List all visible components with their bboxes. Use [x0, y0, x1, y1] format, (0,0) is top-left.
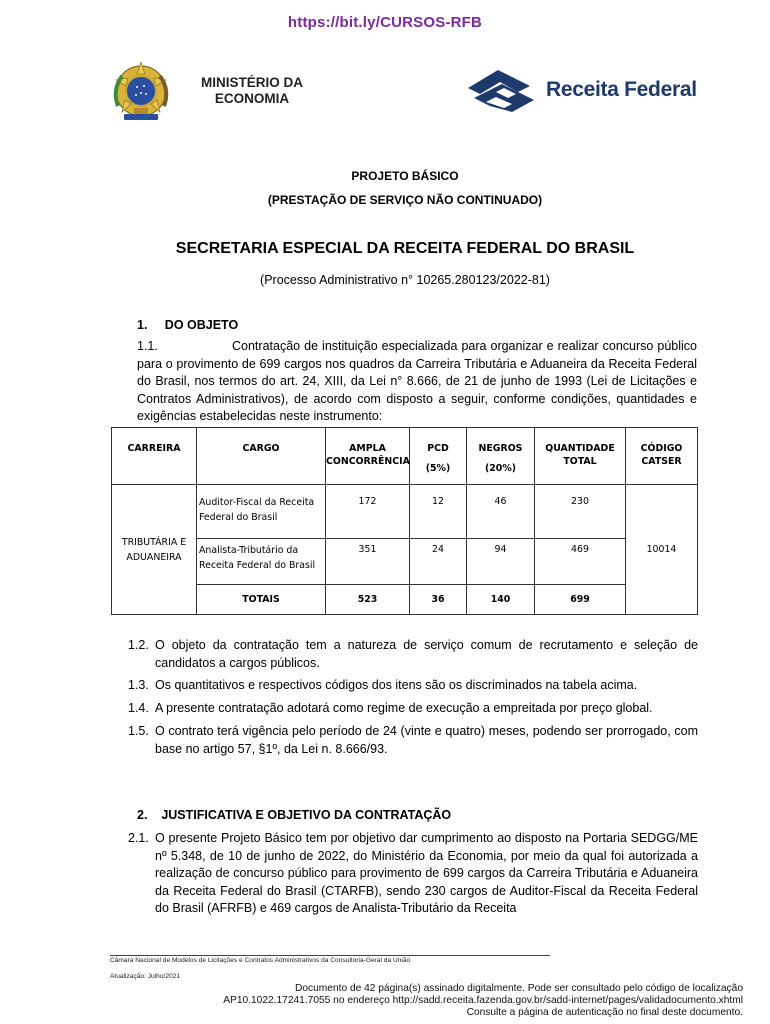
footnote-divider	[110, 955, 550, 956]
header-ampla: AMPLA CONCORRÊNCIA	[326, 428, 410, 485]
ampla-cell: 351	[326, 539, 410, 585]
codigo-cell: 10014	[626, 485, 698, 615]
totals-total: 699	[535, 585, 626, 615]
header-carreira: CARREIRA	[112, 428, 197, 485]
process-number: (Processo Administrativo n° 10265.280123/2022-81)	[260, 273, 550, 287]
total-cell: 469	[535, 539, 626, 585]
item-text: A presente contratação adotará como regime de execução a empreitada por preço global.	[155, 701, 653, 715]
header-negros	[467, 428, 535, 485]
cargo-cell: Auditor-Fiscal da Receita Federal do Brasil	[197, 485, 326, 539]
item-1-3	[128, 677, 698, 695]
item-text: O contrato terá vigência pelo período de 24 (vinte e quatro) meses, podendo ser prorrogado, com base no artigo 57, §1º, da Lei n. 8.666/93.	[155, 724, 698, 756]
objects-table	[111, 427, 698, 615]
header-pcd	[410, 428, 467, 485]
stamp-line-2: AP10.1022.17241.7055 no endereço http://sadd.receita.fazenda.gov.br/sadd-internet/pages/validadocumento.xhtml	[223, 994, 743, 1006]
digital-signature-stamp	[143, 983, 743, 1018]
table-row	[112, 539, 698, 585]
document-title: PROJETO BÁSICO	[351, 169, 459, 183]
header-negros-label: NEGROS	[478, 443, 523, 454]
carreira-cell: TRIBUTÁRIA E ADUANEIRA	[112, 485, 197, 615]
section-1-heading: 1. DO OBJETO	[137, 318, 239, 332]
document-subtitle: (PRESTAÇÃO DE SERVIÇO NÃO CONTINUADO)	[267, 193, 543, 207]
item-number: 1.4.	[128, 701, 149, 715]
totals-negros: 140	[467, 585, 535, 615]
ministry-line-2: ECONOMIA	[214, 91, 290, 106]
ministry-line-1: MINISTÉRIO DA	[200, 75, 303, 90]
ampla-cell: 172	[326, 485, 410, 539]
totals-pcd: 36	[410, 585, 467, 615]
item-number: 2.1.	[128, 831, 149, 845]
header-cargo: CARGO	[197, 428, 326, 485]
stamp-line-3: Consulte a página de autenticação no final deste documento.	[466, 1006, 743, 1018]
header-codigo: CÓDIGO CATSER	[626, 428, 698, 485]
top-link[interactable]: https://bit.ly/CURSOS-RFB	[287, 14, 483, 31]
header-pcd-percent: (5%)	[425, 463, 451, 474]
header-negros-percent: (20%)	[484, 463, 516, 474]
negros-cell: 94	[467, 539, 535, 585]
table-row	[112, 485, 698, 539]
receita-federal-logo-text: Receita Federal	[546, 78, 697, 101]
item-text: Os quantitativos e respectivos códigos dos itens são os discriminados na tabela acima.	[155, 678, 638, 692]
update-date: Atualização: Julho/2021	[110, 973, 181, 980]
ministry-name	[182, 75, 322, 107]
item-text: O presente Projeto Básico tem por objetivo dar cumprimento ao disposto na Portaria SEDGG/ME nº 5.348, de 10 de junho de 2022, do Ministério da Economia, por meio da qual foi autorizada a realização de concurso público para provimento de 699 cargos da Carreira Tributária e Aduaneira da Receita Federal do Brasil (CTARFB), sendo 230 cargos de Auditor-Fiscal da Receita Federal do Brasil (AFRFB) e 469 cargos de Analista-Tributário da Receita	[155, 831, 698, 915]
item-1-4	[128, 700, 698, 718]
paragraph-1-1-number: 1.1.	[137, 339, 158, 353]
cargo-cell: Analista-Tributário da Receita Federal do Brasil	[197, 539, 326, 585]
item-2-1	[128, 830, 698, 918]
table-header-row	[112, 428, 698, 485]
agency-heading: SECRETARIA ESPECIAL DA RECEITA FEDERAL DO BRASIL	[175, 240, 635, 257]
negros-cell: 46	[467, 485, 535, 539]
header-quantidade: QUANTIDADE TOTAL	[535, 428, 626, 485]
table-totals-row	[112, 585, 698, 615]
pcd-cell: 24	[410, 539, 467, 585]
pcd-cell: 12	[410, 485, 467, 539]
item-1-5	[128, 723, 698, 758]
item-number: 1.3.	[128, 678, 149, 692]
coat-of-arms-emblem	[108, 60, 174, 126]
totals-ampla: 523	[326, 585, 410, 615]
item-number: 1.5.	[128, 724, 149, 738]
total-cell: 230	[535, 485, 626, 539]
item-number: 1.2.	[128, 638, 149, 652]
paragraph-1-1	[137, 338, 697, 426]
stamp-line-1: Documento de 42 página(s) assinado digitalmente. Pode ser consultado pelo código de localização	[295, 983, 743, 994]
item-text: O objeto da contratação tem a natureza de serviço comum de recrutamento e seleção de candidatos a cargos públicos.	[155, 638, 698, 670]
totals-label: TOTAIS	[197, 585, 326, 615]
paragraph-1-1-text: Contratação de instituição especializada para organizar e realizar concurso público para o provimento de 699 cargos nos quadros da Carreira Tributária e Aduaneira da Receita Federal do Brasil, nos termos do art. 24, XIII, da Lei n° 8.666, de 21 de junho de 1993 (Lei de Licitações e Contratos Administrativos), de acordo com disposto a seguir, conforme condições, quantidades e exigências estabelecidas neste instrumento:	[137, 339, 697, 423]
footnote-text: Câmara Nacional de Modelos de Licitações e Contratos Administrativos da Consultoria-Geral da União	[110, 957, 411, 964]
section-2-heading: 2. JUSTIFICATIVA E OBJETIVO DA CONTRATAÇÃO	[137, 808, 452, 822]
item-1-2	[128, 637, 698, 672]
header-pcd-label: PCD	[427, 443, 449, 454]
